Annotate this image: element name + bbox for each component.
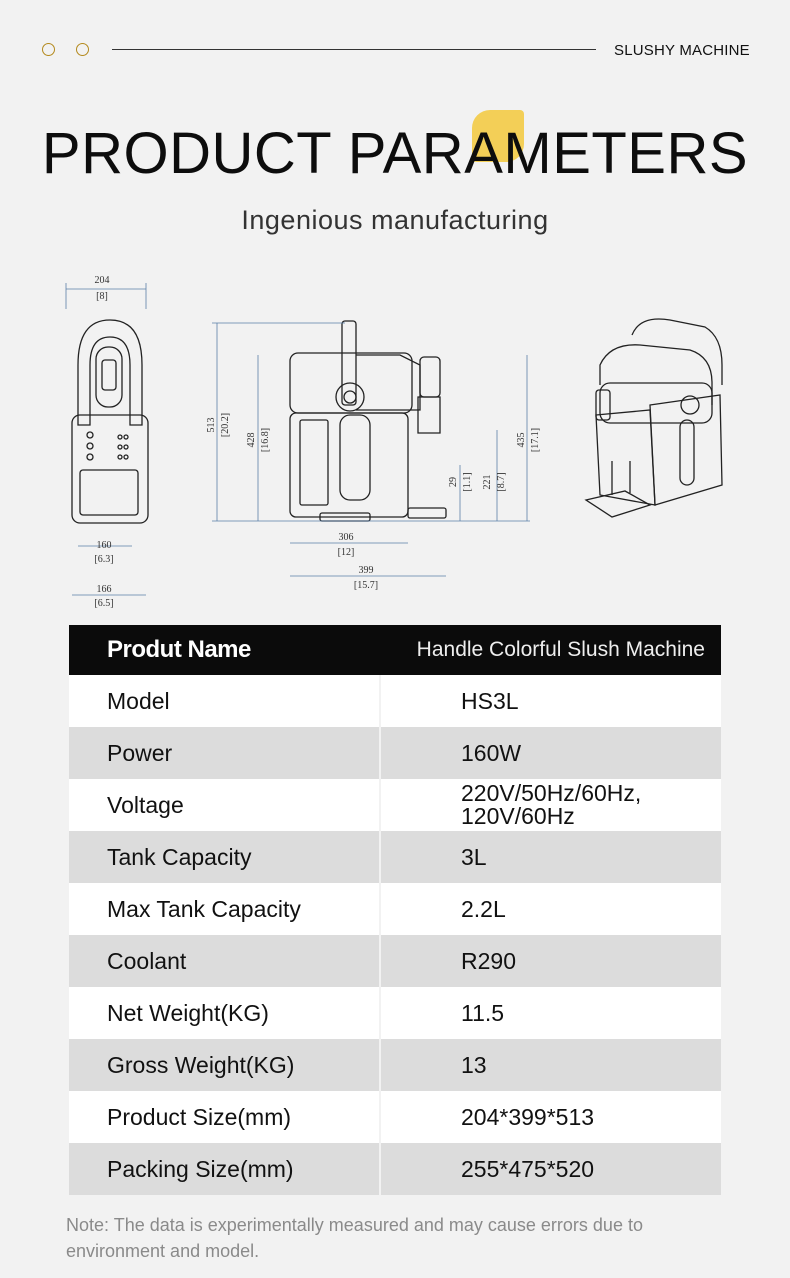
brand-label: SLUSHY MACHINE [614,42,750,59]
table-row [69,779,721,831]
table-row [69,831,721,883]
dim-front-base-2-in: [6.5] [94,598,114,609]
dim-side-depth-body-in: [12] [337,547,355,558]
table-row [69,1091,721,1143]
table-header-row [69,625,721,675]
row-value: 160W [380,727,721,779]
front-view-drawing [72,320,148,523]
row-value: R290 [380,935,721,987]
row-value: 204*399*513 [380,1091,721,1143]
dim-front-base-1-in: [6.3] [94,554,114,565]
row-value: 2.2L [380,883,721,935]
dim-side-drip-in: [1.1] [462,472,473,492]
dim-side-height-right: 435 [516,432,527,448]
table-row [69,727,721,779]
row-value: 11.5 [380,987,721,1039]
dim-side-height-total: 513 [206,417,217,433]
table-row [69,675,721,727]
divider [112,49,596,50]
row-label: Tank Capacity [69,831,380,883]
table-row [69,987,721,1039]
row-label: Coolant [69,935,380,987]
spec-table [69,625,721,1195]
row-value [380,779,721,831]
header-label: Produt Name [69,625,380,675]
drawing-svg [0,265,790,615]
table-row [69,1143,721,1195]
side-view-drawing [290,321,446,521]
technical-drawings [0,265,790,615]
circle-icon [42,43,55,56]
dim-side-height-total-in: [20.2] [220,412,231,438]
dim-side-depth-total-in: [15.7] [353,580,379,591]
row-value: 255*475*520 [380,1143,721,1195]
dim-side-spout: 221 [482,474,493,490]
row-value: 3L [380,831,721,883]
dim-side-height-body-in: [16.8] [260,427,271,453]
top-bar [0,0,790,100]
row-label: Power [69,727,380,779]
voltage-line-1: 220V/50Hz/60Hz, [461,780,642,806]
row-label: Gross Weight(KG) [69,1039,380,1091]
dim-side-depth-total: 399 [358,565,374,576]
voltage-line-2: 120V/60Hz [461,803,575,829]
row-label: Max Tank Capacity [69,883,380,935]
dim-front-width-in: [8] [96,291,108,302]
table-row [69,883,721,935]
row-label: Product Size(mm) [69,1091,380,1143]
dim-front-width: 204 [94,275,110,286]
dim-front-base-1: 160 [96,540,112,551]
row-value: HS3L [380,675,721,727]
table-row [69,935,721,987]
row-label: Model [69,675,380,727]
page-title: PRODUCT PARAMETERS [41,121,749,186]
page-subtitle: Ingenious manufacturing [241,205,549,235]
row-value: 13 [380,1039,721,1091]
row-label: Net Weight(KG) [69,987,380,1039]
dim-side-depth-body: 306 [338,532,354,543]
circle-icon [76,43,89,56]
dim-side-height-body: 428 [246,432,257,448]
row-label: Voltage [69,779,380,831]
table-row [69,1039,721,1091]
dim-side-spout-in: [8.7] [496,472,507,492]
dim-side-drip: 29 [448,477,459,487]
dim-front-base-2: 166 [96,584,112,595]
row-label: Packing Size(mm) [69,1143,380,1195]
perspective-view-drawing [586,319,722,517]
dim-side-height-right-in: [17.1] [530,427,541,453]
header-value: Handle Colorful Slush Machine [380,625,721,675]
footnote: Note: The data is experimentally measured and may cause errors due to environment and model. [66,1215,643,1261]
